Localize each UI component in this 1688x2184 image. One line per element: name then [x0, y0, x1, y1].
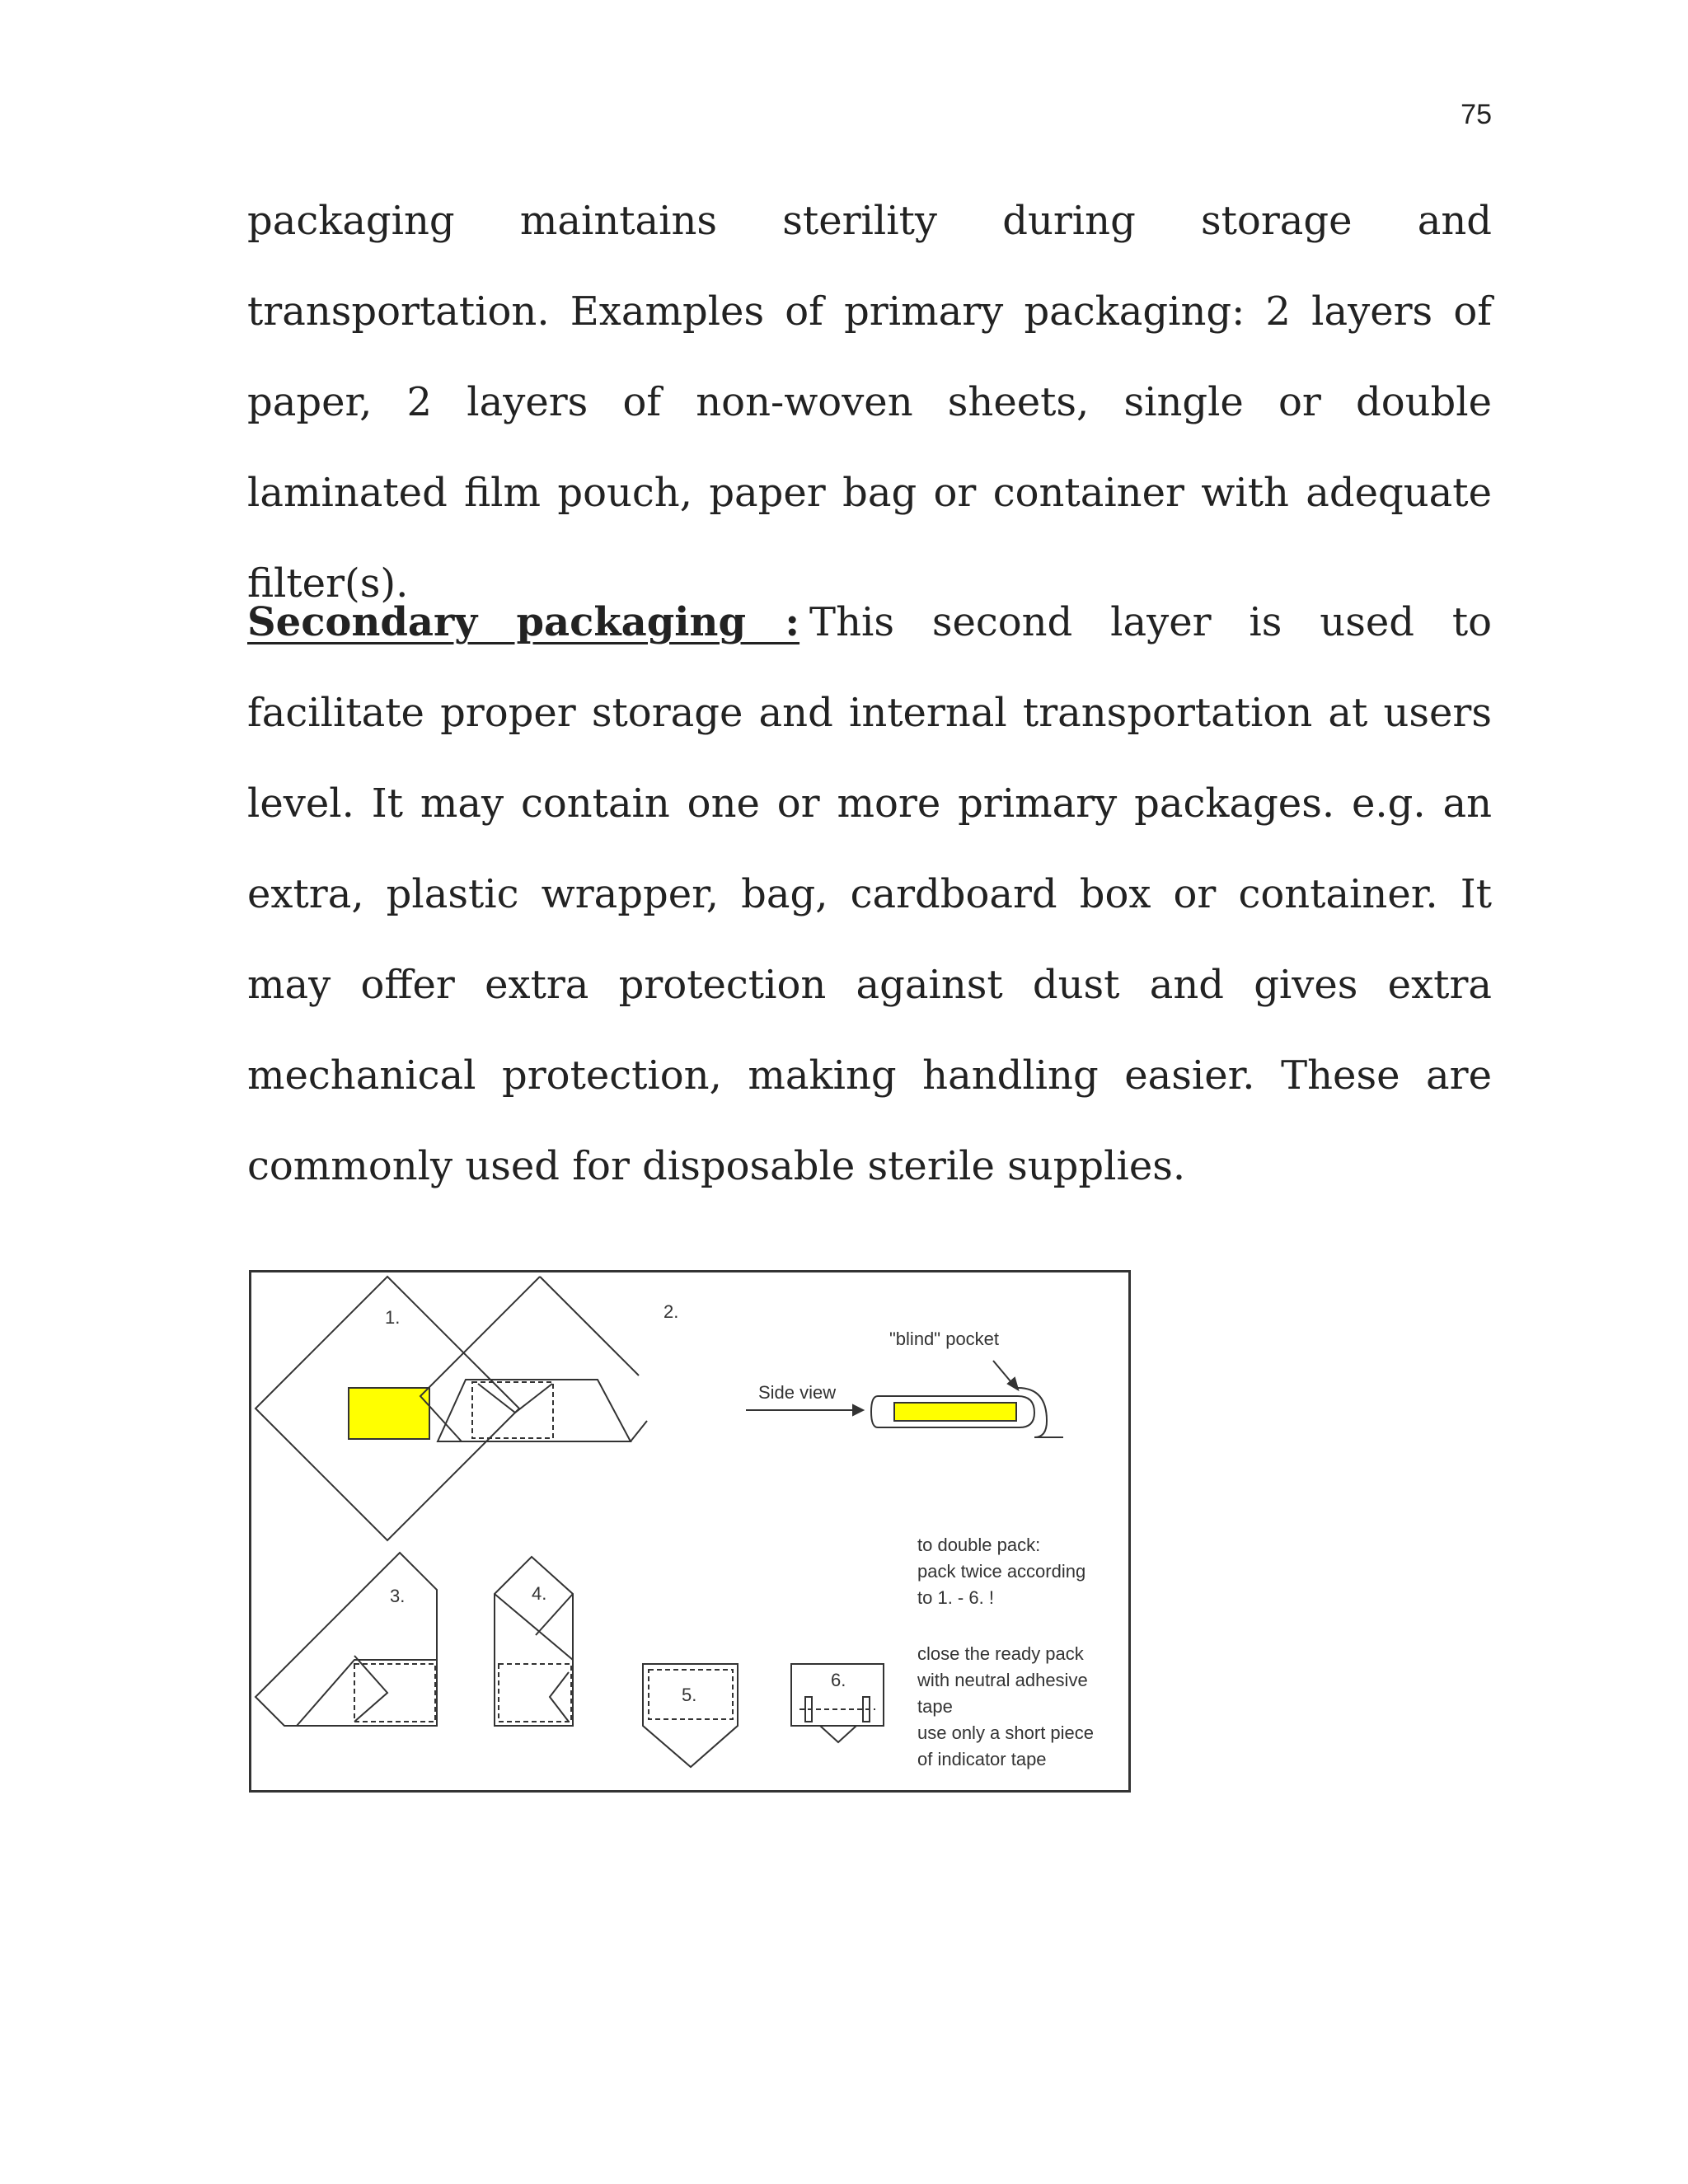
step-2-fold-line-b [420, 1277, 540, 1441]
side-view-item [894, 1403, 1016, 1421]
step-6-flap-v [820, 1726, 856, 1742]
step-2-flap-v [478, 1384, 552, 1413]
step-5-label: 5. [682, 1685, 697, 1705]
step-2-label: 2. [663, 1301, 679, 1322]
step-3-label: 3. [390, 1586, 406, 1606]
step-2-folded-flap [438, 1380, 631, 1441]
step-3-wrap [256, 1553, 437, 1726]
packaging-diagram [249, 1270, 1131, 1793]
side-view-arrow-head [853, 1405, 863, 1415]
side-view-pocket-flap [1018, 1388, 1063, 1437]
step-6-label: 6. [831, 1670, 846, 1690]
step-4-wrap [495, 1557, 573, 1726]
step-5-pack [643, 1664, 738, 1767]
secondary-packaging-heading: Secondary packaging : [247, 599, 800, 645]
step-3-flap-v [354, 1656, 387, 1722]
close-pack-line-4: use only a short piece [917, 1722, 1095, 1743]
secondary-packaging-text: This second layer is used to facilitate proper storage and internal transportation at users level. It may contain one or more primary packages. e.g. an extra, plastic wrapper, bag, cardboard box or container. It may offer extra protection against dust and gives extra mechanical protection, making handling easier. These are commonly used for disposable sterile supplies. [247, 599, 1493, 1189]
step-4-label: 4. [532, 1583, 547, 1604]
double-pack-line-1: to double pack: [917, 1535, 1041, 1555]
close-pack-line-3: tape [917, 1696, 953, 1717]
blind-pocket-label: "blind" pocket [889, 1329, 1000, 1349]
step-1-label: 1. [385, 1307, 401, 1328]
side-view-label: Side view [758, 1382, 837, 1403]
step-4-flap-v [550, 1672, 569, 1722]
step-4-fold-a [495, 1594, 573, 1660]
step-1-item [349, 1388, 429, 1439]
close-pack-line-2: with neutral adhesive [917, 1670, 1088, 1690]
step-3-item-outline [354, 1664, 435, 1722]
double-pack-line-2: pack twice according [917, 1561, 1086, 1582]
paragraph-primary-packaging: packaging maintains sterility during storage and transportation. Examples of primary packaging: 2 layers of paper, 2 layers of non-woven sheets, single or double laminated film pouch, paper bag or container with adequate filter(s). [247, 198, 1492, 607]
close-pack-line-1: close the ready pack [917, 1643, 1084, 1664]
close-pack-line-5: of indicator tape [917, 1749, 1047, 1769]
double-pack-line-3: to 1. - 6. ! [917, 1587, 994, 1608]
step-4-item-outline [499, 1664, 571, 1722]
packaging-diagram-svg [251, 1272, 1128, 1790]
page-number: 75 [1461, 99, 1492, 130]
step-2-fold-tip [631, 1421, 647, 1441]
step-2-fold-line-a [540, 1277, 639, 1376]
paragraph-secondary-packaging [247, 577, 1492, 1212]
